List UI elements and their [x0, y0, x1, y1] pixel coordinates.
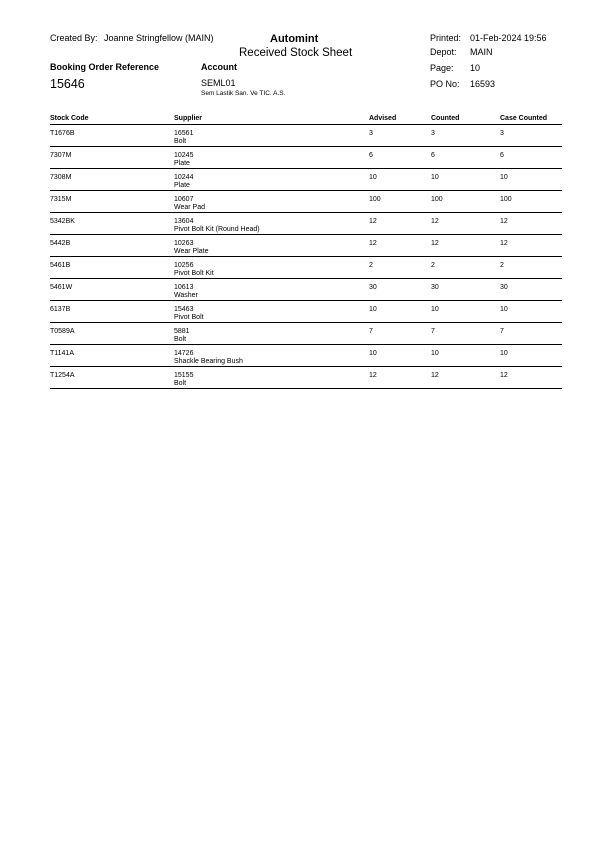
col-stock-code: Stock Code	[50, 115, 89, 122]
case-counted-qty: 10	[500, 174, 508, 181]
item-description: Bolt	[174, 336, 187, 343]
account-code: SEML01	[201, 78, 236, 88]
item-description: Pivot Bolt Kit (Round Head)	[174, 226, 260, 233]
supplier-code: 16561	[174, 130, 194, 137]
supplier-code: 15463	[174, 306, 194, 313]
table-row	[50, 169, 562, 191]
advised-qty: 12	[369, 372, 377, 379]
advised-qty: 10	[369, 306, 377, 313]
table-row	[50, 213, 562, 235]
advised-qty: 3	[369, 130, 373, 137]
advised-qty: 2	[369, 262, 373, 269]
stock-code: 6137B	[50, 306, 71, 313]
sheet-title: Received Stock Sheet	[239, 47, 353, 59]
created-by-value: Joanne Stringfellow (MAIN)	[104, 33, 214, 43]
stock-code: 5461B	[50, 262, 71, 269]
supplier-code: 10245	[174, 152, 194, 159]
created-by-label: Created By:	[50, 33, 98, 43]
item-description: Bolt	[174, 380, 187, 387]
col-counted: Counted	[431, 115, 460, 122]
counted-qty: 3	[431, 130, 435, 137]
item-description: Plate	[174, 182, 190, 189]
stock-code: 7308M	[50, 174, 72, 181]
stock-code: T0589A	[50, 328, 75, 335]
counted-qty: 30	[431, 284, 439, 291]
stock-code: T1141A	[50, 350, 74, 357]
table-row	[50, 345, 562, 367]
supplier-code: 14726	[174, 350, 194, 357]
supplier-code: 5881	[174, 328, 190, 335]
printed-value: 01-Feb-2024 19:56	[470, 33, 547, 43]
col-supplier: Supplier	[174, 115, 203, 122]
supplier-code: 15155	[174, 372, 194, 379]
booking-ref-value: 15646	[50, 77, 85, 91]
case-counted-qty: 100	[500, 196, 512, 203]
item-description: Plate	[174, 160, 190, 167]
stock-code: T1676B	[50, 130, 75, 137]
table-row	[50, 301, 562, 323]
case-counted-qty: 2	[500, 262, 504, 269]
depot-label: Depot:	[430, 47, 457, 57]
item-description: Pivot Bolt Kit	[174, 270, 214, 277]
table-header	[50, 114, 562, 125]
page-label: Page:	[430, 63, 454, 73]
stock-code: 5442B	[50, 240, 71, 247]
item-description: Pivot Bolt	[174, 314, 204, 321]
counted-qty: 2	[431, 262, 435, 269]
case-counted-qty: 7	[500, 328, 504, 335]
page-value: 10	[470, 63, 481, 73]
counted-qty: 100	[431, 196, 443, 203]
counted-qty: 6	[431, 152, 435, 159]
counted-qty: 10	[431, 174, 439, 181]
advised-qty: 100	[369, 196, 381, 203]
supplier-code: 10256	[174, 262, 194, 269]
table-row	[50, 191, 562, 213]
case-counted-qty: 12	[500, 372, 508, 379]
printed-label: Printed:	[430, 33, 462, 43]
advised-qty: 10	[369, 174, 377, 181]
case-counted-qty: 12	[500, 240, 508, 247]
counted-qty: 10	[431, 350, 439, 357]
col-advised: Advised	[369, 115, 397, 122]
counted-qty: 10	[431, 306, 439, 313]
table-row	[50, 235, 562, 257]
item-description: Shackle Bearing Bush	[174, 358, 243, 365]
account-label: Account	[201, 62, 237, 72]
case-counted-qty: 10	[500, 350, 508, 357]
case-counted-qty: 6	[500, 152, 504, 159]
col-case-counted: Case Counted	[500, 115, 548, 122]
supplier-code: 10263	[174, 240, 194, 247]
table-row	[50, 323, 562, 345]
case-counted-qty: 10	[500, 306, 508, 313]
case-counted-qty: 3	[500, 130, 504, 137]
item-description: Wear Pad	[174, 204, 205, 211]
stock-code: 5342BK	[50, 218, 75, 225]
case-counted-qty: 30	[500, 284, 508, 291]
item-description: Washer	[174, 292, 198, 299]
supplier-code: 13604	[174, 218, 194, 225]
stock-code: 7315M	[50, 196, 72, 203]
counted-qty: 12	[431, 240, 439, 247]
stock-code: 5461W	[50, 284, 73, 291]
company-name: Automint	[270, 33, 319, 45]
counted-qty: 12	[431, 372, 439, 379]
counted-qty: 7	[431, 328, 435, 335]
account-name: Sem Lastik San. Ve TIC. A.S.	[201, 90, 286, 97]
table-row	[50, 279, 562, 301]
advised-qty: 30	[369, 284, 377, 291]
supplier-code: 10244	[174, 174, 194, 181]
advised-qty: 12	[369, 240, 377, 247]
supplier-code: 10607	[174, 196, 194, 203]
supplier-code: 10613	[174, 284, 194, 291]
table-row	[50, 257, 562, 279]
advised-qty: 6	[369, 152, 373, 159]
depot-value: MAIN	[470, 47, 493, 57]
advised-qty: 7	[369, 328, 373, 335]
case-counted-qty: 12	[500, 218, 508, 225]
item-description: Bolt	[174, 138, 187, 145]
counted-qty: 12	[431, 218, 439, 225]
advised-qty: 12	[369, 218, 377, 225]
table-row	[50, 147, 562, 169]
item-description: Wear Plate	[174, 248, 209, 255]
po-label: PO No:	[430, 79, 460, 89]
table-row	[50, 125, 562, 147]
stock-code: 7307M	[50, 152, 72, 159]
po-value: 16593	[470, 79, 496, 89]
table-row	[50, 367, 562, 389]
advised-qty: 10	[369, 350, 377, 357]
stock-table	[50, 114, 562, 389]
stock-code: T1254A	[50, 372, 75, 379]
booking-ref-label: Booking Order Reference	[50, 62, 160, 72]
